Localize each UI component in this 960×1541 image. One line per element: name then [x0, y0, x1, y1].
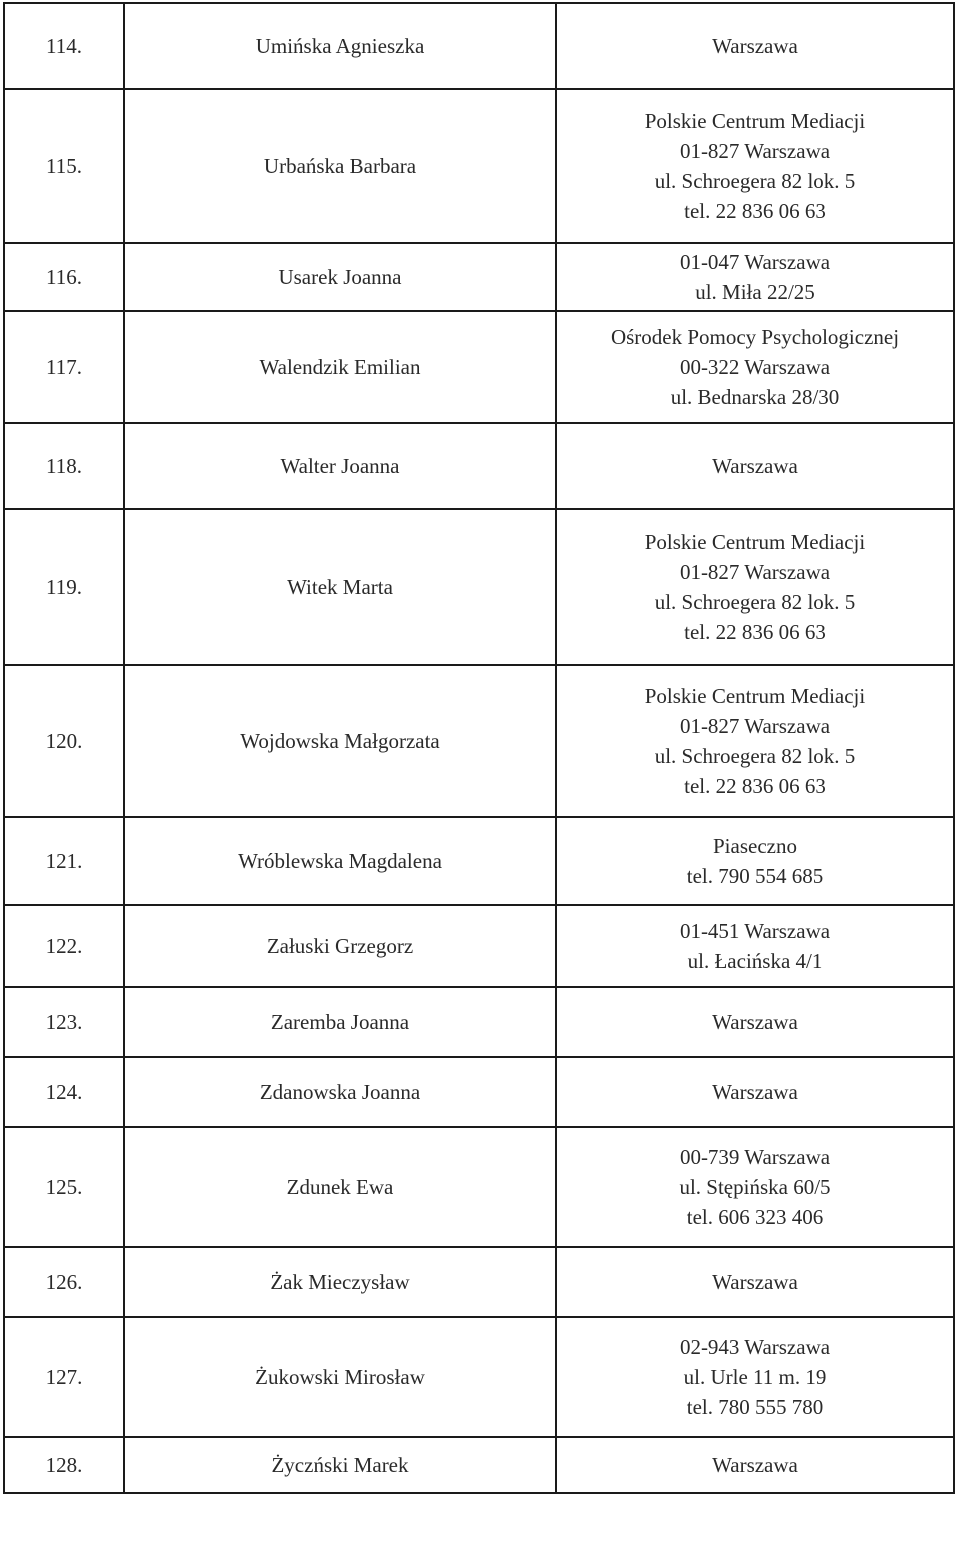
entry-number: 119.	[4, 509, 124, 665]
entry-name: Żak Mieczysław	[124, 1247, 556, 1317]
address-line: Polskie Centrum Mediacji	[644, 684, 866, 708]
address-line: ul. Stępińska 60/5	[679, 1175, 831, 1199]
table-row	[4, 3, 954, 89]
entry-address	[556, 817, 954, 905]
table-row	[4, 987, 954, 1057]
address-line: 01-047 Warszawa	[679, 250, 831, 274]
table-row	[4, 1317, 954, 1437]
table-row	[4, 89, 954, 243]
address-line: ul. Łacińska 4/1	[687, 949, 823, 973]
entry-name: Witek Marta	[124, 509, 556, 665]
entry-number: 121.	[4, 817, 124, 905]
entry-name: Walter Joanna	[124, 423, 556, 509]
address-line: tel. 22 836 06 63	[684, 620, 826, 644]
table-row	[4, 817, 954, 905]
entry-name: Urbańska Barbara	[124, 89, 556, 243]
entry-address	[556, 1247, 954, 1317]
address-line: 01-451 Warszawa	[679, 919, 831, 943]
address-line: Polskie Centrum Mediacji	[644, 109, 866, 133]
table-row	[4, 509, 954, 665]
address-line: Piaseczno	[713, 834, 797, 858]
table-row	[4, 311, 954, 423]
entry-address	[556, 509, 954, 665]
address-line: ul. Bednarska 28/30	[670, 385, 840, 409]
entry-number: 124.	[4, 1057, 124, 1127]
entry-address	[556, 1437, 954, 1493]
entry-number: 120.	[4, 665, 124, 817]
entry-address	[556, 1057, 954, 1127]
entry-name: Umińska Agnieszka	[124, 3, 556, 89]
address-line: ul. Schroegera 82 lok. 5	[654, 169, 856, 193]
entry-number: 122.	[4, 905, 124, 987]
entry-address	[556, 905, 954, 987]
address-line: 00-739 Warszawa	[679, 1145, 831, 1169]
entry-number: 118.	[4, 423, 124, 509]
entry-address	[556, 665, 954, 817]
entry-number: 127.	[4, 1317, 124, 1437]
address-line: 00-322 Warszawa	[679, 355, 831, 379]
address-line: tel. 780 555 780	[686, 1395, 824, 1419]
table-row	[4, 423, 954, 509]
entry-address	[556, 243, 954, 311]
address-line: Polskie Centrum Mediacji	[644, 530, 866, 554]
address-line: Warszawa	[712, 1270, 798, 1294]
mediator-list-table	[3, 2, 955, 1494]
address-line: Warszawa	[712, 1010, 798, 1034]
entry-address	[556, 311, 954, 423]
address-line: tel. 790 554 685	[686, 864, 824, 888]
address-line: tel. 22 836 06 63	[684, 199, 826, 223]
address-line: tel. 22 836 06 63	[684, 774, 826, 798]
table-row	[4, 1247, 954, 1317]
address-line: tel. 606 323 406	[686, 1205, 824, 1229]
address-line: ul. Urle 11 m. 19	[683, 1365, 827, 1389]
table-row	[4, 1057, 954, 1127]
address-line: ul. Schroegera 82 lok. 5	[654, 744, 856, 768]
address-line: 02-943 Warszawa	[679, 1335, 831, 1359]
entry-address	[556, 3, 954, 89]
entry-address	[556, 423, 954, 509]
address-line: Warszawa	[712, 1080, 798, 1104]
table-row	[4, 905, 954, 987]
entry-number: 125.	[4, 1127, 124, 1247]
entry-address	[556, 987, 954, 1057]
entry-number: 114.	[4, 3, 124, 89]
entry-name: Walendzik Emilian	[124, 311, 556, 423]
entry-number: 123.	[4, 987, 124, 1057]
table-row	[4, 243, 954, 311]
table-row	[4, 665, 954, 817]
entry-name: Wróblewska Magdalena	[124, 817, 556, 905]
address-line: Warszawa	[712, 454, 798, 478]
entry-name: Zaremba Joanna	[124, 987, 556, 1057]
entry-number: 117.	[4, 311, 124, 423]
address-line: 01-827 Warszawa	[679, 560, 831, 584]
entry-address	[556, 1317, 954, 1437]
table-row	[4, 1437, 954, 1493]
address-line: 01-827 Warszawa	[679, 714, 831, 738]
entry-number: 128.	[4, 1437, 124, 1493]
entry-address	[556, 1127, 954, 1247]
address-line: ul. Schroegera 82 lok. 5	[654, 590, 856, 614]
entry-number: 116.	[4, 243, 124, 311]
address-line: 01-827 Warszawa	[679, 139, 831, 163]
mediator-list-body	[4, 3, 954, 1493]
address-line: Warszawa	[712, 34, 798, 58]
entry-name: Załuski Grzegorz	[124, 905, 556, 987]
entry-address	[556, 89, 954, 243]
address-line: Warszawa	[712, 1453, 798, 1477]
address-line: Ośrodek Pomocy Psychologicznej	[610, 325, 900, 349]
entry-name: Zdunek Ewa	[124, 1127, 556, 1247]
entry-number: 126.	[4, 1247, 124, 1317]
entry-name: Żukowski Mirosław	[124, 1317, 556, 1437]
entry-name: Zdanowska Joanna	[124, 1057, 556, 1127]
entry-name: Wojdowska Małgorzata	[124, 665, 556, 817]
table-row	[4, 1127, 954, 1247]
entry-name: Usarek Joanna	[124, 243, 556, 311]
entry-number: 115.	[4, 89, 124, 243]
entry-name: Życzński Marek	[124, 1437, 556, 1493]
address-line: ul. Miła 22/25	[695, 280, 815, 304]
